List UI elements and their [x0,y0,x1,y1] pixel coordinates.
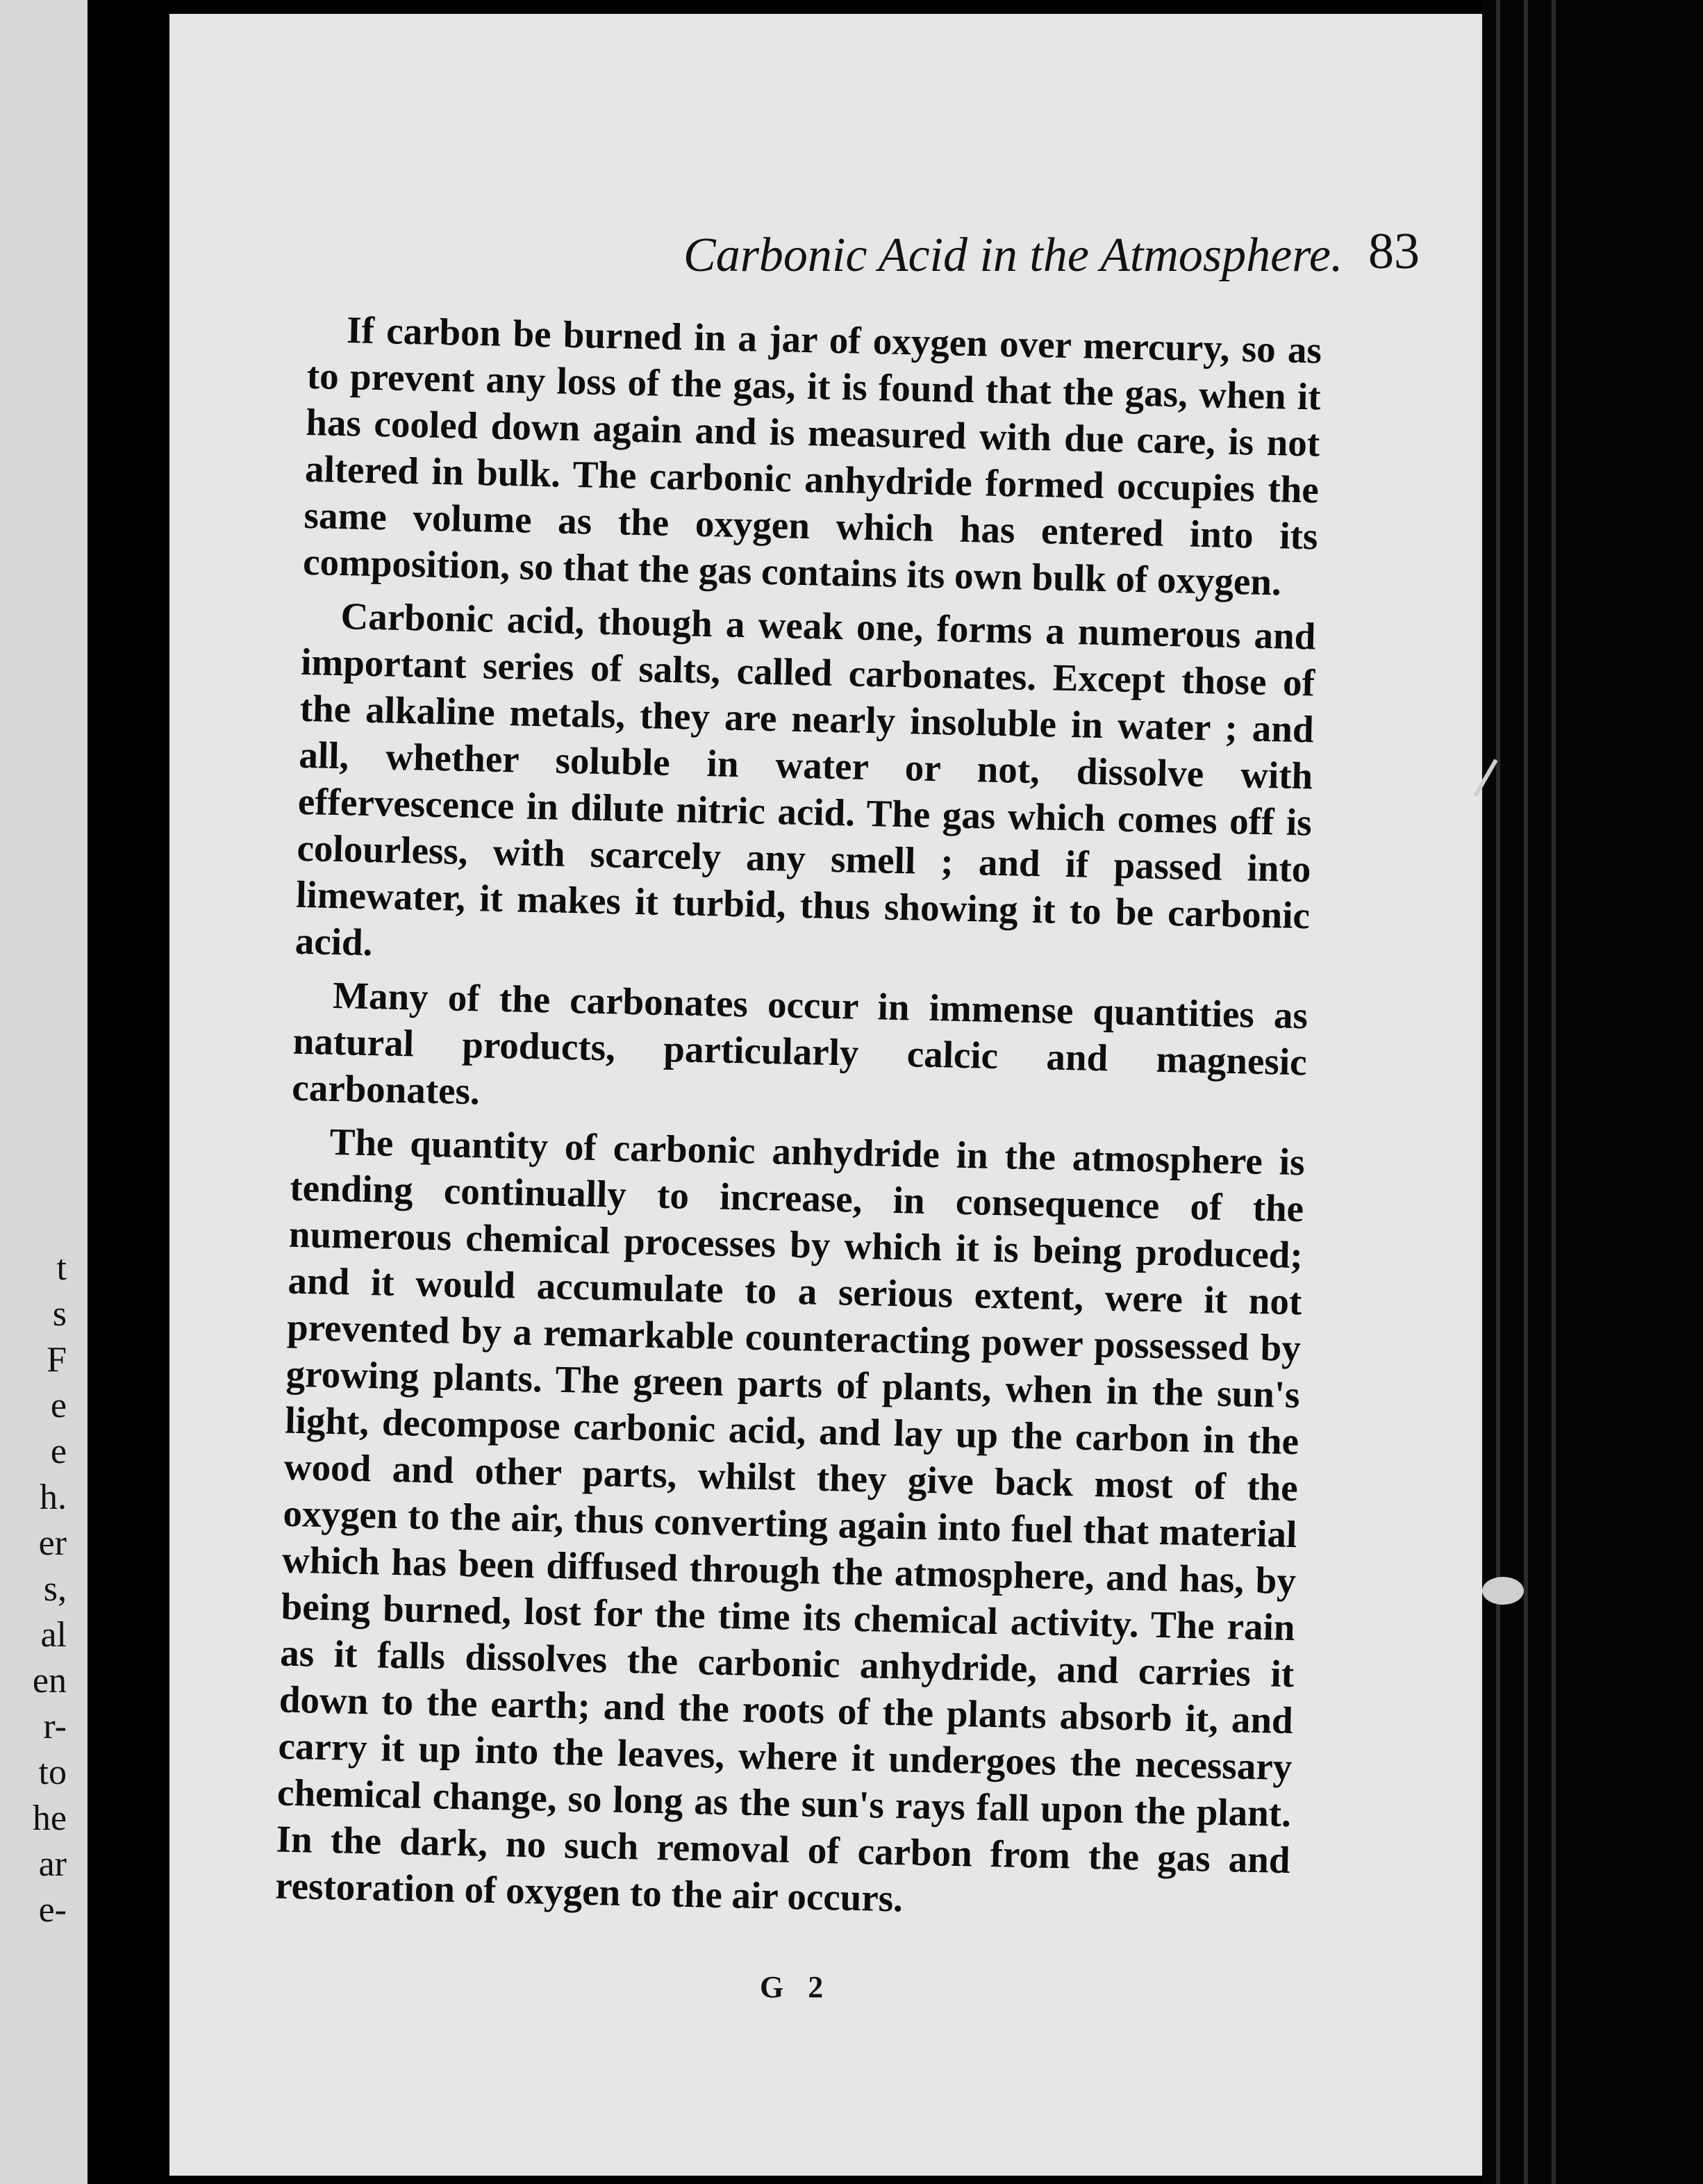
facing-page-fragment: al [40,1615,67,1655]
body-text [274,306,1322,1937]
facing-page-fragment: F [47,1340,67,1380]
facing-page [0,0,92,2184]
paragraph: Many of the carbonates occur in immense quantities as natural products, particularly calcic and magnesic carbonates. [291,973,1309,1113]
page-number: 83 [1368,223,1420,280]
facing-page-fragment: en [32,1661,67,1701]
facing-page-fragment: e- [38,1890,67,1930]
facing-page-fragment: h. [40,1478,67,1517]
running-title: Carbonic Acid in the Atmosphere. [683,229,1343,282]
facing-page-fragment: s [52,1294,67,1334]
facing-page-fragment: t [56,1248,67,1288]
paragraph: If carbon be burned in a jar of oxygen over mercury, so as to prevent any loss of the gas, it is found that the gas, when it has cooled down again and is measured with due care, is not altered in bulk. The carbonic anhydride formed occupies the same volume as the oxygen which has entered into its composition, so that the gas contains its own bulk of oxygen. [302,308,1322,604]
facing-page-fragment: ar [38,1844,67,1884]
gutter [88,0,169,2184]
paragraph: Carbonic acid, though a weak one, forms a numerous and important series of salts, called carbonates. Except those of the alkaline metals, they are nearly insoluble in water ; and all, whether soluble in water or not, dissolve with effervescence in dilute nitric acid. The gas which comes off is colourless, with scarcely any smell ; and if passed into limewater, it makes it turbid, thus showing it to be carbonic acid. [294,595,1316,964]
facing-page-fragment: er [38,1523,67,1563]
facing-page-fragment: s, [43,1569,67,1609]
facing-page-fragment: to [38,1753,67,1792]
spine-edge-line [1552,0,1556,2184]
spine-shadow [1482,0,1703,2184]
facing-page-fragment: e [50,1386,67,1425]
book-page [169,14,1482,2176]
running-head [336,215,1461,299]
facing-page-fragment: e [50,1432,67,1471]
facing-page-fragment: he [32,1798,67,1838]
spine-edge-line [1496,0,1500,2184]
paragraph: The quantity of carbonic anhydride in the atmosphere is tending continually to increase, in consequence of the numerous chemical processes by which it is being produced; and it would accumulate to a serious extent, were it not prevented by a remarkable counteracting power possessed by growing plants. The green parts of plants, when in the sun's light, decompose carbonic acid, and lay up the carbon in the wood and other parts, whilst they give back most of the oxygen to the air, thus converting again into fuel that material which has been diffused through the atmosphere, and has, by being burned, lost for the time its chemical activity. The rain as it falls dissolves the carbonic anhydride, and carries it down to the earth; and the roots of the plants absorb it, and carry it up into the leaves, where it undergoes the necessary chemical change, so long as the sun's rays fall upon the plant. In the dark, no such removal of carbon from the gas and restoration of oxygen to the air occurs. [274,1120,1306,1920]
spine-edge-line [1524,0,1528,2184]
dust-mark [1482,1577,1524,1605]
facing-page-fragment: r- [43,1707,67,1746]
signature-mark: G 2 [760,1970,832,2004]
